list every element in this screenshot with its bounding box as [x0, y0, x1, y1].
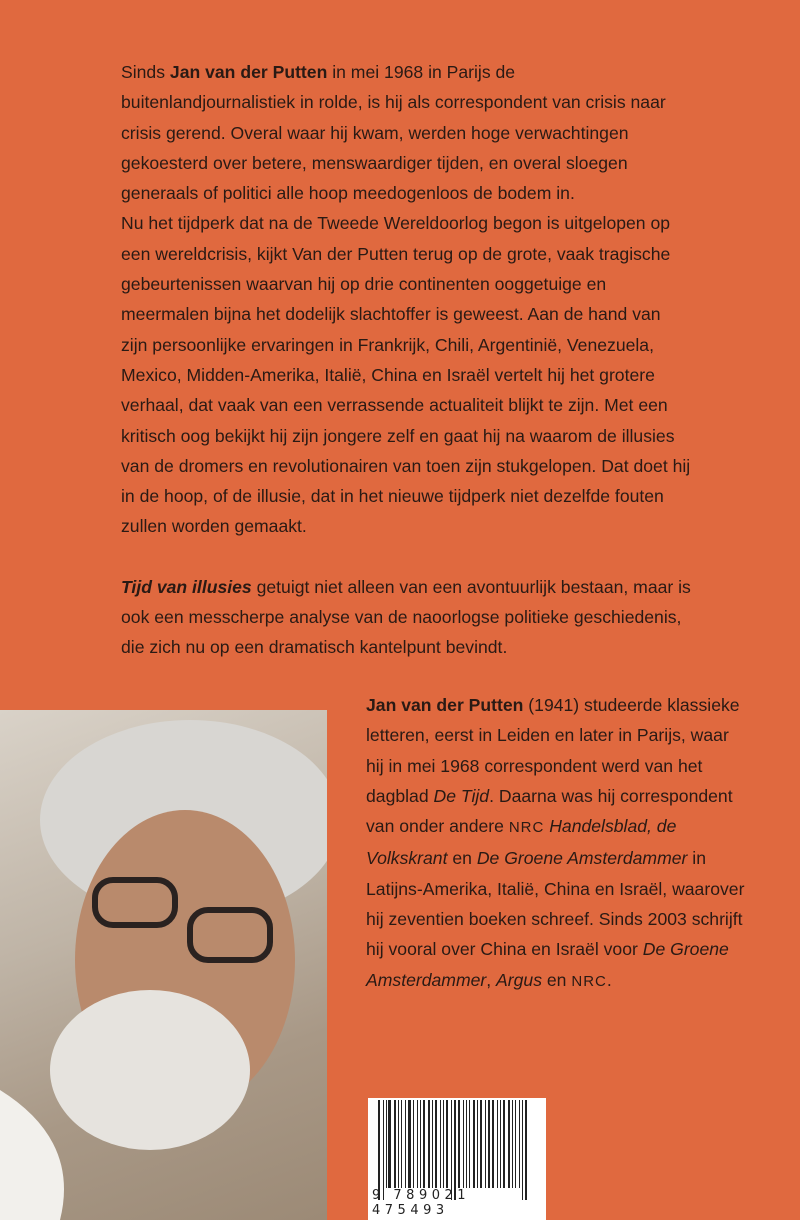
text: en	[447, 848, 477, 869]
publication: NRC	[508, 819, 545, 837]
author-name: Jan van der Putten	[169, 62, 328, 82]
isbn-digits: 9 789021 475493	[372, 1188, 471, 1218]
publication: De Tijd	[433, 785, 490, 806]
text: . Daarna was hij correspondent van onder andere	[366, 785, 733, 837]
text: in mei 1968 in Parijs de buitenlandjournalistiek in rolde, is hij als correspondent van crisis naar crisis gerend. Overal waar hij kwam, werden hoge verwachtingen gekoesterd over betere, menswaardiger tijden, en overal sloegen generaals of politici alle hoop meedogenloos de bodem in.	[121, 62, 666, 204]
text: Sinds	[121, 62, 170, 82]
publication: Handelsblad, de Volkskrant	[366, 816, 677, 869]
author-photo	[0, 710, 327, 1220]
isbn-barcode	[368, 1098, 546, 1220]
text: en	[542, 969, 572, 990]
publication: Argus	[496, 969, 542, 990]
publication: De Groene Amsterdammer	[366, 939, 729, 990]
text: .	[606, 969, 612, 990]
text: getuigt niet alleen van een avontuurlijk bestaan, maar is ook een messcherpe analyse van de naoorlogse politieke geschiedenis, die zich nu op een dramatisch kantelpunt bevindt.	[121, 576, 691, 658]
publication: De Groene Amsterdammer	[476, 848, 688, 869]
blurb-paragraph-1	[121, 57, 691, 208]
book-title: Tijd van illusies	[121, 576, 252, 597]
back-cover-blurb	[121, 57, 691, 663]
text: in Latijns-Amerika, Italië, China en Israël, waarover hij zeventien boeken schreef. Sinds 2003 schrijft hij vooral over China en Israël voor	[366, 848, 745, 960]
text: ,	[486, 969, 497, 990]
bio-author-name: Jan van der Putten	[366, 695, 524, 715]
text: (1941) studeerde klassieke letteren, eerst in Leiden en later in Parijs, waar hij in mei 1968 correspondent werd van het dagblad	[366, 695, 740, 806]
blurb-paragraph-2: Nu het tijdperk dat na de Tweede Wereldoorlog begon is uitgelopen op een wereldcrisis, kijkt Van der Putten terug op de grote, vaak tragische gebeurtenissen waarvan hij op drie continenten ooggetuige en meermalen bijna het dodelijk slachtoffer is geweest. Aan de hand van zijn persoonlijke ervaringen in Frankrijk, Chili, Argentinië, Venezuela, Mexico, Midden-Amerika, Italië, China en Israël vertelt hij het grotere verhaal, dat vaak van een verrassende actualiteit blijkt te zijn. Met een kritisch oog bekijkt hij zijn jongere zelf en gaat hij na waarom de illusies van de dromers en revolutionairen van toen zijn stukgelopen. Dat doet hij in de hoop, of de illusie, dat in het nieuwe tijdperk niet dezelfde fouten zullen worden gemaakt.	[121, 213, 691, 537]
blurb-paragraph-3	[121, 572, 691, 663]
author-bio	[366, 690, 746, 997]
portrait-illustration	[0, 710, 327, 1220]
barcode-bars	[378, 1100, 530, 1200]
publication: NRC	[571, 972, 607, 990]
